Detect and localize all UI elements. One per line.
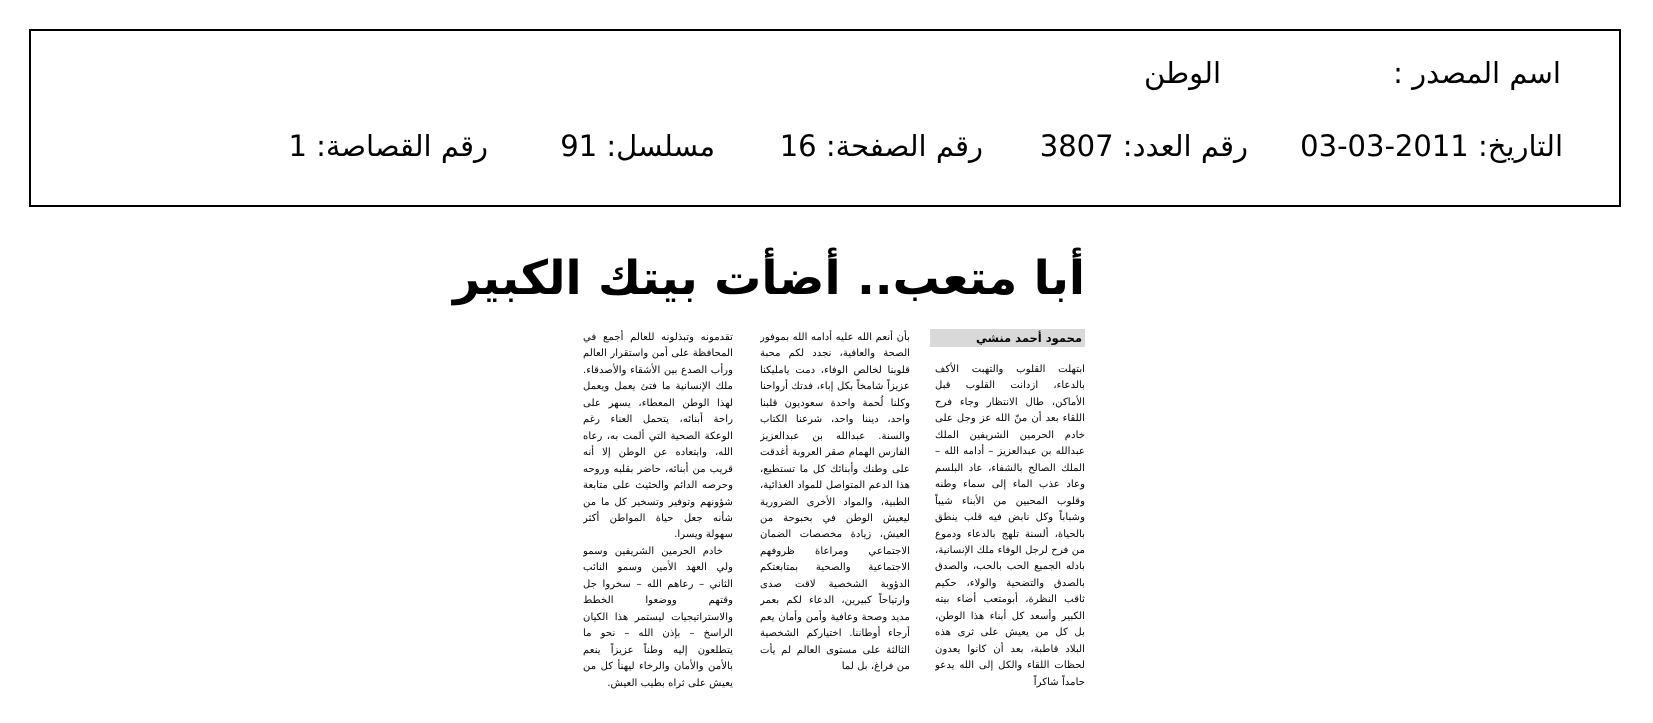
source-info-box	[29, 29, 1621, 207]
date-field: التاريخ: 2011-03-03	[1300, 129, 1563, 163]
column-3-text-paragraph-2: خادم الحرمين الشريفين وسمو ولي العهد الأمين وسمو النائب الثاني – رعاهم الله – سخروا جل وقتهم ووضعوا الخطط والاستراتيجيات ليستمر هذا الكيان الراسخ – بإذن الله – نحو ما يتطلعون إليه وطناً عزيزاً ينعم بالأمن والأمان والرخاء ليهنأ كل من يعيش على ثراه بطيب العيش.	[583, 545, 733, 689]
page-number-field: رقم الصفحة: 16	[779, 129, 983, 163]
article-byline: محمود أحمد منشي	[930, 329, 1085, 347]
source-value: الوطن	[1143, 56, 1221, 90]
source-label: اسم المصدر :	[1393, 56, 1561, 90]
article-column-1	[935, 362, 1085, 697]
column-3-text: تقدمونه وتبذلونه للعالم أجمع في المحافظة على أمن واستقرار العالم ورأب الصدع بين الأشقاء والأصدقاء. ملك الإنسانية ما فتئ يعمل ويعمل لهذا الوطن المعطاء، يسهر على راحة أبنائه، يتحمل العناء رغم الوعكة الصحية التي ألمت به، رعاه الله، وابتعاده عن الوطن إلا أنه قريب من أبنائه، حاضر بقلبه وروحه وحرصه الدائم والحثيث على متابعة شؤونهم وتوفير وتسخير كل ما من شأنه جعل حياة المواطن أكثر سهولة ويسرا.	[583, 332, 733, 541]
article-column-2	[760, 330, 910, 697]
serial-field: مسلسل: 91	[560, 129, 715, 163]
article-headline: أبا متعب.. أضأت بيتك الكبير	[452, 251, 1085, 306]
column-2-text: بأن أنعم الله عليه أدامه الله بموفور الصحة والعافية، نجدد لكم محبة قلوبنا لخالص الوفاء، دمت يامليكنا عزيزاً شامخاً بكل إباء، فدتك أرواحنا وكلنا لُحمة واحدة سعوديون قلبنا واحد، ديننا واحد، شرعنا الكتاب والسنة. عبدالله بن عبدالعزيز الفارس الهمام صقر العروبة أغدقت على وطنك وأبنائك كل ما تستطيع، هذا الدعم المتواصل للمواد الغذائية، الطبية، والمواد الأخرى الضرورية ليعيش الوطن في بحبوحة من العيش، زيادة مخصصات الضمان الاجتماعي ومراعاة ظروفهم الاجتماعية والصحية بمتابعتكم الدؤوبة الشخصية لاقت صدى وارتياحاً كبيرين، الدعاء لكم بعمر مديد وصحة وعافية وأمن وأمان يعم أرجاء أوطاننا. اختياركم الشخصية الثالثة على مستوى العالم لم يأت من فراغ، بل لما	[760, 332, 910, 673]
column-1-text: ابتهلت القلوب والتهبت الأكف بالدعاء، ازدانت القلوب قبل الأماكن، طال الانتظار وجاء فرح اللقاء بعد أن منّ الله عز وجل على خادم الحرمين الشريفين الملك عبدالله بن عبدالعزيز – أدامه الله – الملك الصالح بالشفاء، عاد البلسم وعاد عذب الماء إلى سماء وطنه وقلوب المحبين من الأبناء شيباً وشباباً وكل نابض فيه قلب ينطق بالحياة، ألسنة تلهج بالدعاء ودموع من فرح لرجل الوفاء ملك الإنسانية، بادله الجميع الحب بالحب، والصدق بالصدق والتضحية والولاء، حكيم ثاقب النظرة، أبومتعب أضاء بيته الكبير وأسعد كل أبناء هذا الوطن، بل كل من يعيش على ثرى هذه البلاد قاطبة، بعد أن كانوا يعدون لحظات اللقاء والكل إلى الله يدعو حامداً شاكراً	[935, 364, 1085, 688]
newspaper-clipping	[452, 250, 1085, 710]
issue-number-field: رقم العدد: 3807	[1039, 129, 1248, 163]
clipping-number-field: رقم القصاصة: 1	[288, 129, 488, 163]
article-column-3	[583, 330, 733, 697]
